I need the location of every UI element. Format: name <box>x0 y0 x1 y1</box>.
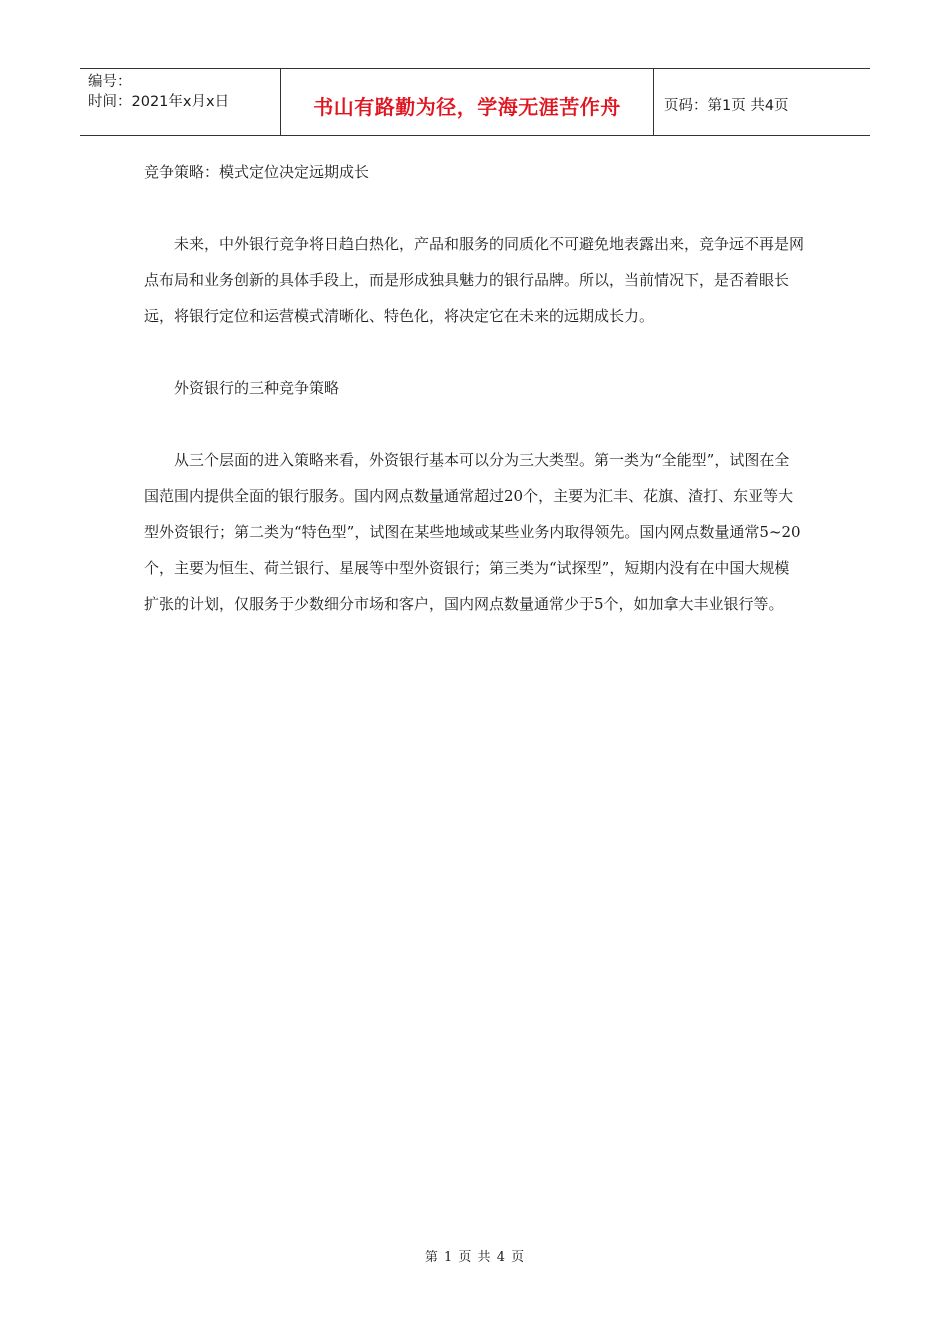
page-footer: 第 1 页 共 4 页 <box>424 1250 526 1265</box>
header-meta-cell <box>80 69 281 135</box>
document-header <box>80 68 870 136</box>
document-number-label: 编号： <box>88 74 132 90</box>
header-motto-cell <box>281 69 654 135</box>
header-motto: 书山有路勤为径，学海无涯苦作舟 <box>313 94 621 119</box>
header-page-info: 页码：第1页 共4页 <box>664 97 789 114</box>
header-page-cell <box>654 69 870 135</box>
document-time-label: 时间：2021年x月x日 <box>88 94 230 110</box>
paragraph-future-competition: 未来，中外银行竞争将日趋白热化，产品和服务的同质化不可避免地表露出来，竞争远不再是网点布局和业务创新的具体手段上，而是形成独具魅力的银行品牌。所以，当前情况下，是否着眼长远，将银行定位和运营模式清晰化、特色化，将决定它在未来的远期成长力。 <box>144 235 805 325</box>
section-heading-three-strategies: 外资银行的三种竞争策略 <box>174 379 340 397</box>
section-heading-strategy: 竞争策略：模式定位决定远期成长 <box>144 163 370 181</box>
paragraph-three-types: 从三个层面的进入策略来看，外资银行基本可以分为三大类型。第一类为“全能型”，试图在全国范围内提供全面的银行服务。国内网点数量通常超过20个，主要为汇丰、花旗、渣打、东亚等大型外资银行；第二类为“特色型”，试图在某些地域或某些业务内取得领先。国内网点数量通常5~20个，主要为恒生、荷兰银行、星展等中型外资银行；第三类为“试探型”，短期内没有在中国大规模扩张的计划，仅服务于少数细分市场和客户，国内网点数量通常少于5个，如加拿大丰业银行等。 <box>144 451 801 613</box>
document-body <box>144 154 804 622</box>
